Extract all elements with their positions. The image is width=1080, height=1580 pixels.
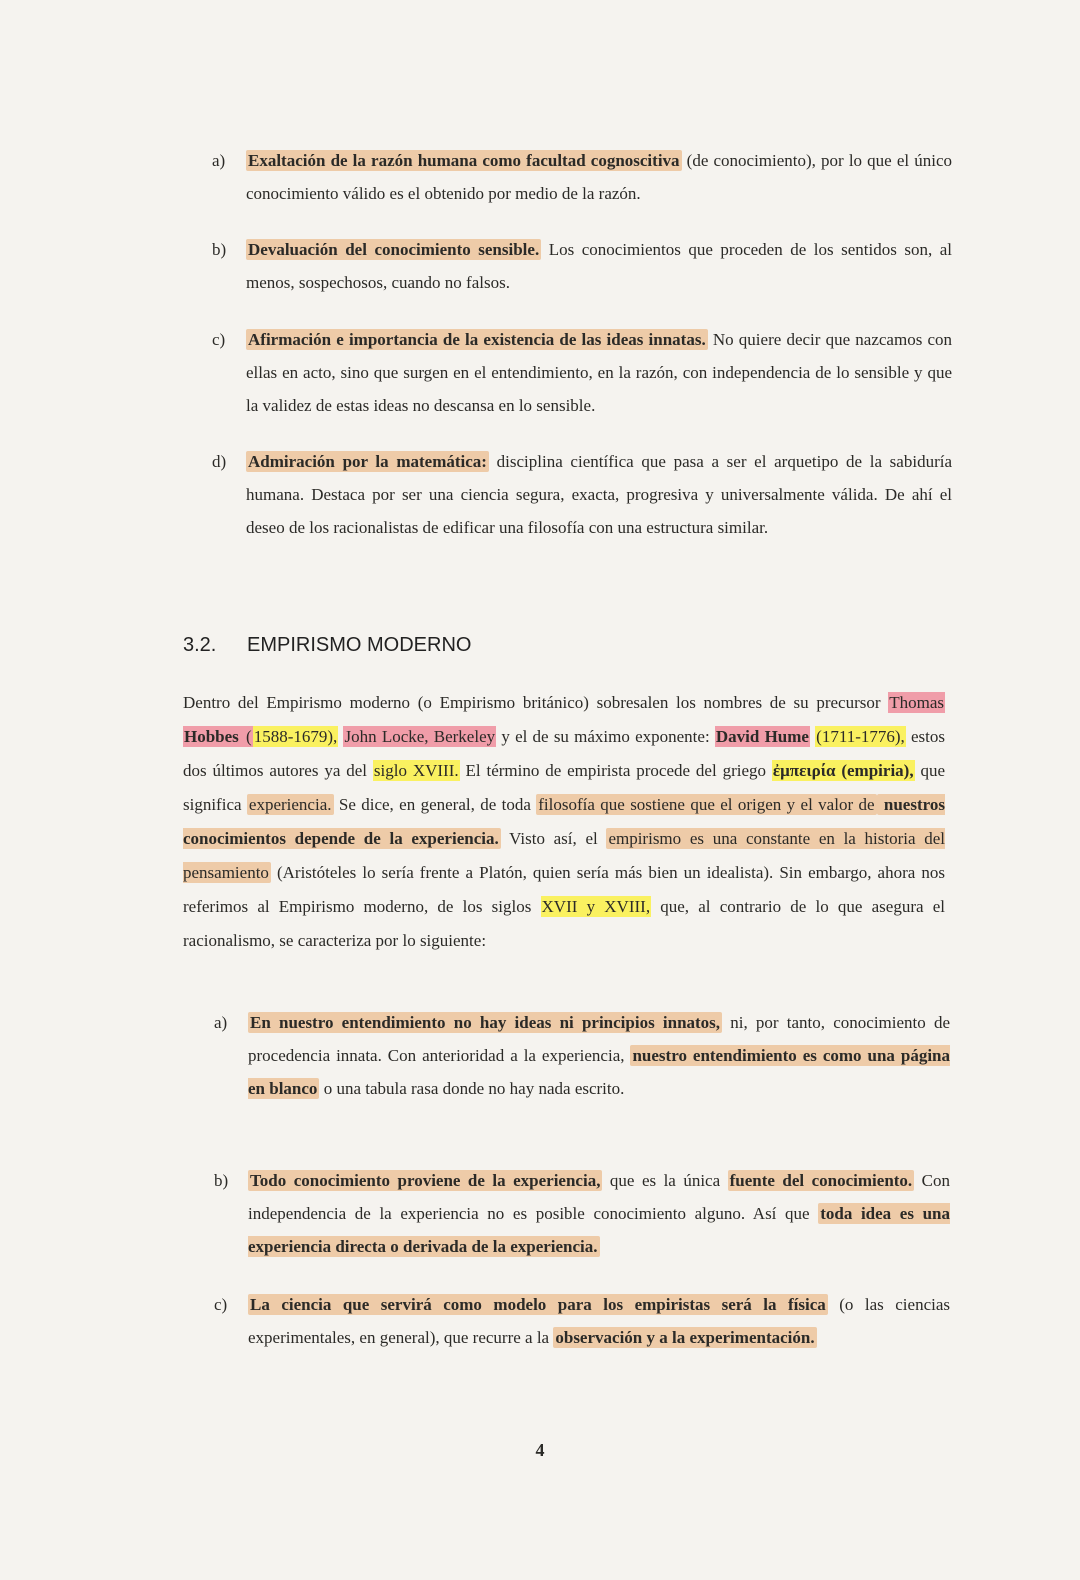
para-text: que, al contrario de lo que asegura el racionalismo, se caracteriza por lo siguiente: [183, 897, 946, 950]
highlight-filosofia: filosofía que sostiene que el origen y el valor de [538, 795, 875, 814]
highlighted-text: Admiración por la matemática: [248, 452, 487, 471]
para-text: El término de empirista procede del griego [459, 761, 772, 780]
highlight-hume-dates: (1711-1776), [816, 727, 905, 746]
item-text: o una tabula rasa donde no hay nada escrito. [319, 1079, 625, 1098]
highlight-nuestros: nuestros conocimientos depende de la experiencia. [183, 795, 945, 848]
item-text: (o las ciencias experimentales, en general), que recurre a la [248, 1295, 950, 1347]
highlight-experiencia: experiencia. [248, 795, 332, 814]
highlight-hobbes-paren: ( [240, 727, 252, 746]
item-letter: a) [214, 1013, 228, 1032]
para-text: Visto así, el [500, 829, 607, 848]
highlighted-text: observación y a la experimentación. [555, 1328, 815, 1347]
empiricism-paragraph [183, 686, 945, 958]
highlight-hobbes-dates: 1588-1679), [253, 727, 338, 746]
page-number: 4 [535, 1440, 545, 1460]
highlight-hobbes-name: Hobbes [184, 727, 239, 746]
highlighted-text: Afirmación e importancia de la existencia de las ideas innatas. [248, 330, 706, 349]
highlighted-text: fuente del conocimiento. [729, 1171, 913, 1190]
para-text: que significa [183, 761, 945, 814]
para-text: estos dos últimos autores ya del [183, 727, 945, 780]
rationalism-item-c [212, 323, 952, 422]
item-text: (de conocimiento), por lo que el único conocimiento válido es el obtenido por medio de la razón. [246, 151, 952, 203]
item-letter: a) [212, 151, 226, 170]
highlight-siglos: XVII y XVIII, [541, 897, 651, 916]
section-heading [183, 634, 471, 657]
empiricism-item-c [214, 1288, 950, 1354]
para-text: Dentro del Empirismo moderno (o Empirismo británico) sobresalen los nombres de su precursor [183, 693, 889, 712]
item-letter: c) [212, 330, 226, 349]
empiricism-item-b [214, 1164, 950, 1263]
highlighted-text: Devaluación del conocimiento sensible. [248, 240, 540, 259]
para-text: Se dice, en general, de toda [333, 795, 537, 814]
item-text: ni, por tanto, conocimiento de procedencia innata. Con anterioridad a la experiencia, [248, 1013, 950, 1065]
item-letter: c) [214, 1295, 228, 1314]
empiricism-item-a [214, 1006, 950, 1105]
item-letter: d) [212, 452, 227, 471]
section-title: EMPIRISMO MODERNO [247, 634, 472, 656]
item-letter: b) [214, 1171, 229, 1190]
item-text: Los conocimientos que proceden de los sentidos son, al menos, sospechosos, cuando no falsos. [246, 240, 952, 292]
highlighted-text: toda idea es una experiencia directa o derivada de la experiencia. [248, 1204, 950, 1256]
item-text: disciplina científica que pasa a ser el arquetipo de la sabiduría humana. Destaca por ser una ciencia segura, exacta, progresiva y universalmente válida. De ahí el deseo de los racionalistas de edificar una filosofía con una estructura similar. [246, 452, 952, 537]
para-text: (Aristóteles lo sería frente a Platón, quien sería más bien un idealista). Sin embargo, ahora nos referimos al Empirismo moderno, de los siglos [183, 863, 945, 916]
section-number: 3.2. [183, 634, 217, 656]
item-text: No quiere decir que nazcamos con ellas en acto, sino que surgen en el entendimiento, en la razón, con independencia de lo sensible y que la validez de estas ideas no descansa en lo sensible. [246, 330, 953, 415]
highlighted-text: Exaltación de la razón humana como facultad cognoscitiva [248, 151, 680, 170]
highlighted-text: Todo conocimiento proviene de la experiencia, [250, 1171, 601, 1190]
item-text: que es la única [602, 1171, 728, 1190]
highlighted-text: En nuestro entendimiento no hay ideas ni principios innatos, [250, 1013, 721, 1032]
item-letter: b) [212, 240, 227, 259]
rationalism-item-d [212, 445, 952, 544]
highlighted-text: La ciencia que servirá como modelo para los empiristas será la física [250, 1295, 826, 1314]
rationalism-item-b [212, 233, 952, 299]
highlighted-text: nuestro entendimiento es como una página en blanco [248, 1046, 951, 1098]
para-text: y el de su máximo exponente: [496, 727, 715, 746]
highlight-locke-berkeley: John Locke, Berkeley [344, 727, 496, 746]
highlight-greek: ἐμπειρία (empiria), [772, 761, 914, 780]
rationalism-item-a [212, 144, 952, 210]
item-text: Con independencia de la experiencia no es posible conocimiento alguno. Así que [248, 1171, 951, 1223]
highlight-empirismo: empirismo es una constante en la historia del pensamiento [183, 829, 945, 882]
highlight-hobbes: Thomas [889, 693, 944, 712]
highlight-siglo: siglo XVIII. [373, 761, 459, 780]
highlight-hume: David Hume [715, 727, 809, 746]
